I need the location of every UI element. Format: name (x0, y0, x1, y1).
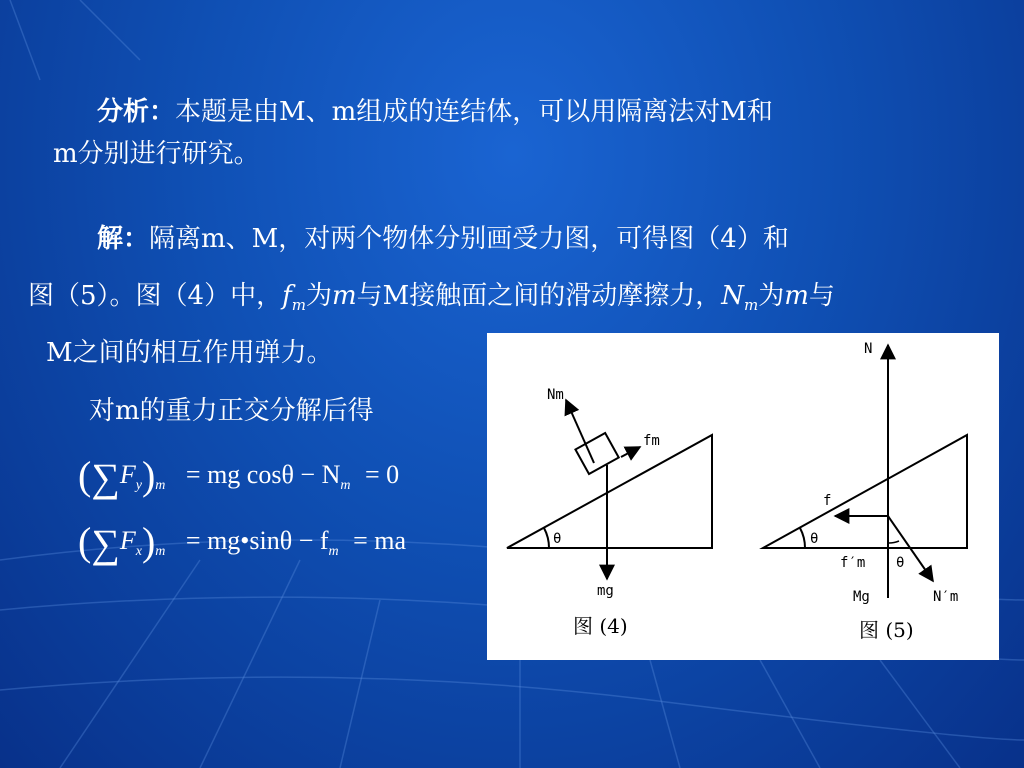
eq1-F: F (119, 460, 136, 489)
eq1-close: ) (141, 453, 156, 498)
solution-text-2e: 与 (808, 281, 835, 311)
eq1-open: ( (78, 453, 92, 498)
theta-arc-4 (544, 528, 549, 548)
label-fm: fm (643, 433, 660, 449)
solution-line-3: M之间的相互作用弹力。 (46, 338, 333, 368)
label-f: f (823, 493, 832, 509)
eq1-rhs: = mg cosθ − N (185, 460, 341, 489)
force-diagram-panel (487, 333, 999, 660)
caption-figure-5: 图 (5) (859, 618, 914, 642)
eq2-rhs-sub: m (328, 544, 339, 560)
label-mg: mg (597, 583, 614, 599)
label-N: N (864, 341, 873, 357)
incline-5 (763, 435, 967, 548)
eq2-outer-sub: m (155, 544, 166, 560)
analysis-heading: 分析： (97, 97, 176, 127)
eq1-F-sub: y (135, 478, 142, 494)
label-fm-prime: f′m (840, 555, 866, 571)
block-m (575, 433, 618, 474)
theta-arc-5 (800, 528, 805, 548)
analysis-line-2: m分别进行研究。 (53, 139, 260, 169)
force-diagrams (487, 333, 999, 660)
symbol-m2: m (784, 281, 809, 311)
caption-figure-4: 图 (4) (573, 614, 628, 638)
solution-text-2d: 为 (758, 281, 785, 311)
symbol-f-sub: m (291, 296, 306, 314)
solution-text-1: 隔离m、M，对两个物体分别画受力图，可得图（4）和 (149, 224, 789, 254)
symbol-m: m (331, 281, 357, 311)
eq2-tail: = ma (353, 526, 407, 555)
symbol-N: N (721, 281, 744, 311)
figure-4 (507, 400, 712, 579)
solution-heading: 解： (97, 224, 150, 254)
solution-line-2 (28, 279, 835, 322)
analysis-text-1: 本题是由M、m组成的连结体，可以用隔离法对M和 (175, 97, 773, 127)
eq2-rhs: = mg•sinθ − f (185, 526, 329, 555)
solution-text-2b: 为 (305, 281, 332, 311)
arrow-fm (621, 447, 640, 457)
analysis-line-1 (97, 95, 773, 129)
solution-line-1 (97, 222, 789, 256)
solution-text-2c: 与M接触面之间的滑动摩擦力， (356, 281, 722, 311)
label-theta-5a: θ (810, 531, 819, 547)
label-theta-5b: θ (896, 555, 905, 571)
eq2-open: ( (78, 519, 92, 564)
theta-arc-5b (888, 541, 899, 543)
solution-text-2a: 图（5）。图（4）中， (28, 281, 283, 311)
symbol-N-sub: m (744, 296, 759, 314)
eq1-sigma: ∑ (91, 455, 120, 500)
label-Nm: Nm (547, 387, 564, 403)
eq1-outer-sub: m (155, 478, 166, 494)
solution-line-4: 对m的重力正交分解后得 (89, 396, 374, 426)
label-theta-4: θ (553, 531, 562, 547)
label-Mg: Mg (853, 589, 870, 605)
eq2-F-sub: x (135, 544, 142, 560)
label-Nm-prime: N′m (933, 589, 959, 605)
eq2-close: ) (141, 519, 156, 564)
eq2-F: F (119, 526, 136, 555)
eq2-sigma: ∑ (91, 521, 120, 566)
equation-x (78, 518, 406, 567)
equation-y (78, 452, 399, 501)
symbol-f: f (282, 281, 292, 311)
eq1-rhs-sub: m (340, 478, 351, 494)
eq1-tail: = 0 (364, 460, 400, 489)
